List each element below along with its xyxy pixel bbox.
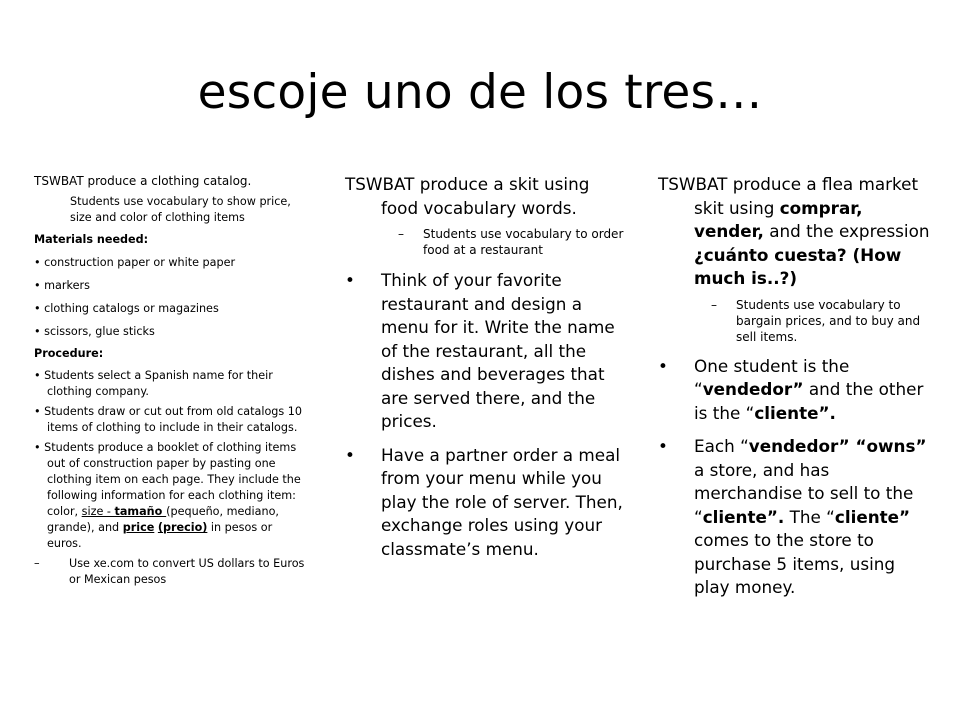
step-text: in pesos or euros. bbox=[47, 521, 273, 550]
bullet-item bbox=[345, 444, 627, 562]
bullet-part: a store, and has merchandise to sell to the “ bbox=[694, 459, 914, 527]
objective-text: TSWBAT produce a skit using food vocabulary words. bbox=[345, 174, 590, 218]
procedure-step bbox=[34, 440, 306, 552]
objective-part: TSWBAT produce a flea market skit using bbox=[658, 174, 919, 218]
material-item: • markers bbox=[34, 279, 90, 292]
cuanto-cuesta-term: ¿cuánto cuesta? (How much is..?) bbox=[694, 244, 902, 288]
slide-title: escoje uno de los tres… bbox=[197, 65, 763, 120]
step-text: (pequeño, mediano, grande), and bbox=[47, 505, 279, 534]
comprar-term: comprar, bbox=[779, 197, 863, 218]
bullet-item bbox=[658, 435, 934, 600]
cliente-term: cliente”. bbox=[702, 506, 785, 527]
note-item bbox=[34, 556, 306, 588]
bullet-marker: • bbox=[658, 355, 668, 376]
bullet-text: Have a partner order a meal from your menu while you play the role of server. Then, exchange roles using your classmate’s menu. bbox=[381, 444, 623, 559]
cliente-term: cliente”. bbox=[754, 402, 836, 423]
sub-point bbox=[658, 297, 934, 345]
restaurant-skit-column bbox=[345, 173, 627, 561]
dash-marker: – bbox=[34, 557, 40, 570]
bullet-part: and the other is the “ bbox=[694, 379, 924, 423]
procedure-heading: Procedure: bbox=[34, 347, 104, 360]
materials-heading: Materials needed: bbox=[34, 233, 149, 246]
clothing-catalog-column bbox=[34, 173, 306, 588]
precio-term: (precio) bbox=[157, 521, 208, 534]
price-term: price bbox=[122, 521, 155, 534]
sub-point-text: Students use vocabulary to order food at a restaurant bbox=[423, 227, 624, 257]
vendedor-term: vendedor” bbox=[702, 379, 804, 399]
sub-point bbox=[345, 226, 627, 258]
bullet-marker: • bbox=[345, 444, 355, 465]
dash-marker: – bbox=[398, 227, 404, 241]
procedure-step: • Students select a Spanish name for their clothing company. bbox=[34, 369, 273, 398]
sub-point-text: Students use vocabulary to show price, size and color of clothing items bbox=[70, 195, 291, 224]
bullet-marker: • bbox=[345, 270, 355, 290]
sub-point-text: Students use vocabulary to bargain prices, and to buy and sell items. bbox=[736, 297, 921, 344]
bullet-marker: • bbox=[658, 436, 668, 456]
step-text: • Students produce a booklet of clothing items out of construction paper by pasting one clothing item on each page. They include the following information for each clothing item: color, bbox=[34, 441, 301, 518]
bullet-text: Think of your favorite restaurant and design a menu for it. Write the name of the restaurant, all the dishes and beverages that are served there, and the prices. bbox=[381, 270, 615, 431]
objective-text bbox=[658, 173, 934, 291]
procedure-step: • Students draw or cut out from old catalogs 10 items of clothing to include in their catalogs. bbox=[34, 405, 303, 434]
bullet-part: One student is the “ bbox=[694, 355, 850, 399]
vendedor-owns-term: vendedor” “owns” bbox=[748, 436, 927, 456]
bullet-item bbox=[658, 355, 934, 426]
tamano-term: tamaño bbox=[114, 505, 167, 518]
flea-market-skit-column bbox=[658, 173, 934, 600]
cliente-term: cliente” bbox=[834, 506, 911, 527]
material-item: • construction paper or white paper bbox=[34, 256, 236, 269]
vender-term: vender, bbox=[694, 221, 764, 241]
note-text: Use xe.com to convert US dollars to Euros or Mexican pesos bbox=[69, 557, 305, 586]
dash-marker: – bbox=[711, 297, 717, 312]
bullet-part: Each “ bbox=[694, 436, 749, 456]
objective-text: TSWBAT produce a clothing catalog. bbox=[34, 174, 252, 188]
material-item: • clothing catalogs or magazines bbox=[34, 302, 219, 315]
size-term: size - bbox=[81, 505, 115, 518]
objective-part: and the expression bbox=[763, 221, 930, 241]
material-item: • scissors, glue sticks bbox=[34, 325, 155, 338]
bullet-part: comes to the store to purchase 5 items, using play money. bbox=[694, 530, 896, 597]
bullet-item bbox=[345, 269, 627, 434]
bullet-part: The “ bbox=[784, 506, 835, 527]
